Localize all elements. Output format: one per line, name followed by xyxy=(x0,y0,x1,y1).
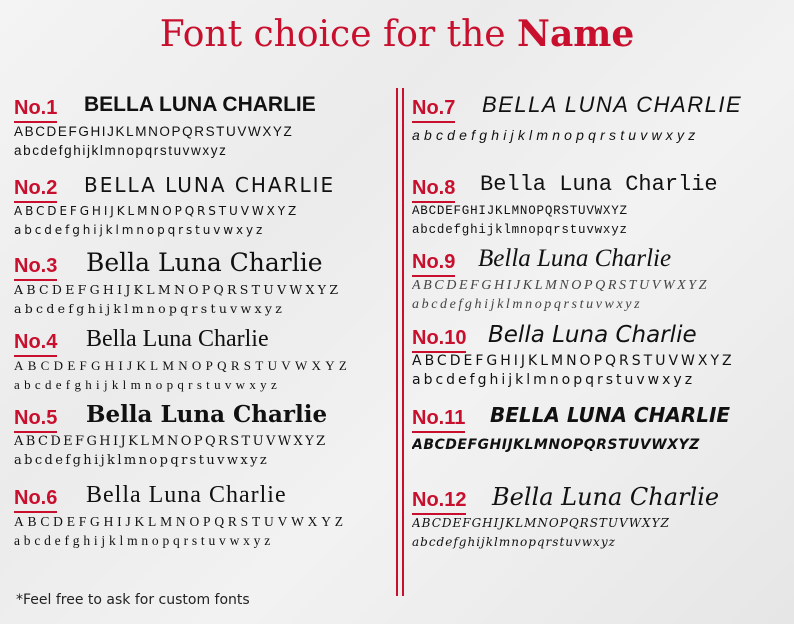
font-number: No.8 xyxy=(412,177,456,199)
font-option-10[interactable] xyxy=(412,318,782,390)
lowercase-alphabet: abcdefghijklmnopqrstuvwxyz xyxy=(14,533,275,548)
font-number: No.6 xyxy=(14,487,58,509)
font-sample-text: Bella Luna Charlie xyxy=(86,482,287,508)
uppercase-alphabet: ABCDEFGHIJKLMNOPQRSTUVWXYZ xyxy=(412,204,628,218)
font-option-8[interactable] xyxy=(412,168,782,240)
font-sample-text: Bella Luna Charlie xyxy=(478,245,672,272)
uppercase-alphabet: ABCDEFGHIJKLMNOPQRSTUVWXYZ xyxy=(14,124,294,139)
font-number: No.2 xyxy=(14,177,58,199)
uppercase-alphabet: ABCDEFGHIJKLMNOPQRSTUVWXYZ xyxy=(14,282,342,297)
uppercase-alphabet: ABCDEFGHIJKLMNOPQRSTUVWXYZ xyxy=(412,278,710,293)
font-option-1[interactable] xyxy=(14,88,384,160)
lowercase-alphabet: abcdefghijklmnopqrstuvwxyz xyxy=(412,535,616,549)
font-number: No.4 xyxy=(14,331,58,353)
font-number: No.12 xyxy=(412,489,467,511)
lowercase-alphabet: abcdefghijklmnopqrstuvwxyz xyxy=(14,377,282,392)
title-emphasis: Name xyxy=(517,13,635,55)
uppercase-alphabet: ABCDEFGHIJKLMNOPQRSTUVWXYZ xyxy=(14,514,347,529)
lowercase-alphabet: abcdefghijklmnopqrstuvwxyz xyxy=(412,372,696,388)
lowercase-alphabet: abcdefghijklmnopqrstuvwxyz xyxy=(14,453,270,468)
font-sample-text: Bella Luna Charlie xyxy=(86,248,323,277)
font-number: No.10 xyxy=(412,327,467,349)
lowercase-alphabet: abcdefghijklmnopqrstuvwxyz xyxy=(14,301,286,316)
font-option-7[interactable] xyxy=(412,88,782,145)
font-option-11[interactable] xyxy=(412,398,782,455)
uppercase-alphabet: ABCDEFGHIJKLMNOPQRSTUVWXYZ xyxy=(14,204,300,218)
uppercase-alphabet: ABCDEFGHIJKLMNOPQRSTUVWXYZ xyxy=(412,516,670,530)
uppercase-alphabet: ABCDEFGHIJKLMNOPQRSTUVWXYZ xyxy=(14,434,328,449)
uppercase-alphabet: ABCDEFGHIJKLMNOPQRSTUVWXYZ xyxy=(14,358,352,373)
font-sample-text: Bella Luna Charlie xyxy=(488,322,697,348)
font-sample-text: Bella Luna Charlie xyxy=(492,483,720,511)
font-number: No.11 xyxy=(412,407,466,429)
title-lead: Font choice for the xyxy=(159,14,506,55)
font-sample-text: Bella Luna Charlie xyxy=(480,172,718,197)
lowercase-alphabet: abcdefghijklmnopqrstuvwxyz xyxy=(412,297,643,312)
font-option-9[interactable] xyxy=(412,242,782,314)
font-sample-text: Bella Luna Charlie xyxy=(86,401,328,428)
font-option-2[interactable] xyxy=(14,168,384,240)
font-sample-text: BELLA LUNA CHARLIE xyxy=(84,173,336,197)
font-option-6[interactable] xyxy=(14,478,384,550)
font-sample-text: BELLA LUNA CHARLIE xyxy=(490,403,731,427)
lowercase-alphabet: abcdefghijklmnopqrstuvwxyz xyxy=(412,223,628,237)
font-option-4[interactable] xyxy=(14,322,384,394)
font-sample-text: Bella Luna Charlie xyxy=(86,326,269,352)
lowercase-alphabet: abcdefghijklmnopqrstuvwxyz xyxy=(412,127,700,143)
font-sample-text: BELLA LUNA CHARLIE xyxy=(84,93,316,116)
font-number: No.1 xyxy=(14,97,58,119)
lowercase-alphabet: abcdefghijklmnopqrstuvwxyz xyxy=(14,223,266,237)
font-option-12[interactable] xyxy=(412,480,782,552)
footnote: *Feel free to ask for custom fonts xyxy=(16,592,250,608)
lowercase-alphabet: abcdefghijklmnopqrstuvwxyz xyxy=(14,143,228,158)
font-option-5[interactable] xyxy=(14,398,384,470)
font-option-3[interactable] xyxy=(14,246,384,318)
column-divider-line xyxy=(402,88,404,596)
font-number: No.7 xyxy=(412,97,456,119)
font-number: No.3 xyxy=(14,255,58,277)
font-number: No.5 xyxy=(14,407,58,429)
uppercase-alphabet: ABCDEFGHIJKLMNOPQRSTUVWXYZ xyxy=(412,353,735,369)
font-sample-text: BELLA LUNA CHARLIE xyxy=(482,92,743,117)
font-number: No.9 xyxy=(412,251,456,273)
uppercase-alphabet: ABCDEFGHIJKLMNOPQRSTUVWXYZ xyxy=(412,437,700,453)
page-title xyxy=(0,10,794,59)
column-divider-line xyxy=(396,88,398,596)
